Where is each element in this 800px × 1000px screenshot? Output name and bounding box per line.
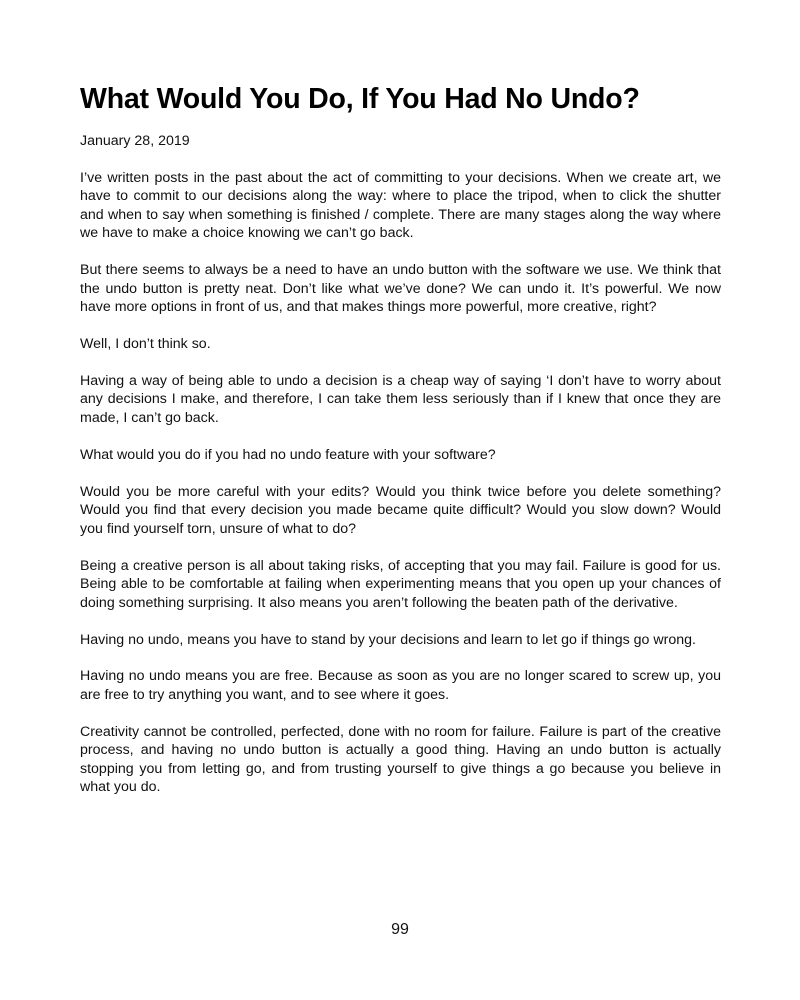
article-date: January 28, 2019 <box>80 133 190 149</box>
body-paragraph: I’ve written posts in the past about the act of committing to your decisions. When we create art, we have to commit to our decisions along the way: where to place the tripod, when to click the shutter and when to say when something is finished / complete. There are many stages along the way where we have to make a choice knowing we can’t go back. <box>80 169 721 242</box>
body-paragraph: What would you do if you had no undo feature with your software? <box>80 446 496 463</box>
body-paragraph: Creativity cannot be controlled, perfected, done with no room for failure. Failure is part of the creative process, and having no undo button is actually a good thing. Having an undo button is actually stopping you from letting go, and from trusting yourself to give things a go because you believe in what you do. <box>80 723 721 796</box>
article-title: What Would You Do, If You Had No Undo? <box>80 83 640 115</box>
body-paragraph: Would you be more careful with your edits? Would you think twice before you delete something? Would you find that every decision you made became quite difficult? Would you slow down? Would you find yourself torn, unsure of what to do? <box>80 483 721 537</box>
body-paragraph: Being a creative person is all about taking risks, of accepting that you may fail. Failure is good for us. Being able to be comfortable at failing when experimenting means that you open up your chances of doing something surprising. It also means you aren’t following the beaten path of the derivative. <box>80 557 721 611</box>
article-body <box>80 169 721 798</box>
body-paragraph: But there seems to always be a need to have an undo button with the software we use. We think that the undo button is pretty neat. Don’t like what we’ve done? We can undo it. It’s powerful. We now have more options in front of us, and that makes things more powerful, more creative, right? <box>80 262 721 316</box>
body-paragraph: Having no undo means you are free. Because as soon as you are no longer scared to screw up, you are free to try anything you want, and to see where it goes. <box>80 668 721 703</box>
page-number: 99 <box>391 921 409 938</box>
body-paragraph: Having a way of being able to undo a decision is a cheap way of saying ‘I don’t have to worry about any decisions I make, and therefore, I can take them less seriously than if I knew that once they are made, I can’t go back. <box>80 372 721 426</box>
body-paragraph: Well, I don’t think so. <box>80 336 211 353</box>
body-paragraph: Having no undo, means you have to stand by your decisions and learn to let go if things go wrong. <box>80 631 696 648</box>
document-page <box>80 80 721 815</box>
